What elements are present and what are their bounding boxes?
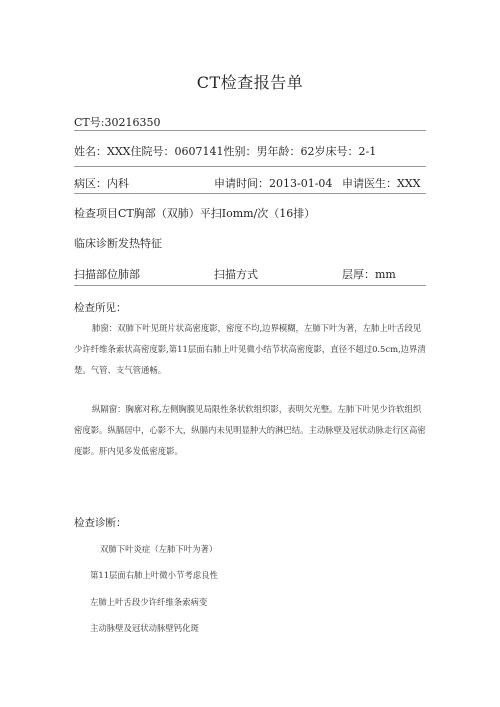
findings-mediastinum-text: 纵隔窗：胸廓对称,左侧胸膜见局限性条状软组织影，表明欠光整。左肺下叶见少许软组织密度影。纵膈居中，心影不大，纵膈内未见明显肿大的淋巴结。主动脉壁及冠状动脉走行区高密度影。肝内见多发低密度影。 [74, 404, 426, 456]
clinical-diagnosis: 临床诊断发热特征 [74, 237, 162, 250]
scan-method-field: 扫描方式 [214, 268, 258, 281]
ct-number: CT号:30216350 [74, 116, 161, 129]
divider [74, 166, 426, 167]
patient-info: 姓名：XXX住院号：0607141性别：男年龄：62岁床号：2-1 [74, 145, 377, 158]
slice-thickness-field: 层厚：mm [342, 268, 396, 281]
findings-paragraph-lung [74, 318, 426, 381]
diagnosis-item: 左肺上叶舌段少许纤维条索病变 [90, 597, 208, 607]
divider [74, 285, 426, 286]
exam-item: 检查项目CT胸部（双肺）平扫Iomm/次（16排） [74, 207, 316, 220]
ward-field: 病区：内科 [74, 177, 129, 190]
findings-heading: 检查所见： [74, 302, 127, 314]
request-doctor-field: 申请医生：XXX [342, 177, 421, 190]
scan-site-field: 扫描部位肺部 [74, 268, 140, 281]
divider [74, 193, 426, 194]
diagnosis-item: 第11层面右肺上叶微小节考虑良性 [90, 570, 218, 580]
divider [74, 130, 426, 131]
findings-paragraph-mediastinum [74, 399, 426, 462]
diagnosis-item: 双肺下叶炎症（左肺下叶为著） [100, 544, 218, 554]
diagnosis-item: 主动脉壁及冠状动脉壁钙化斑 [90, 623, 199, 633]
diagnosis-heading: 检查诊断： [74, 517, 127, 529]
report-title: CT检查报告单 [196, 73, 304, 92]
findings-lung-text: 肺窗：双肺下叶见斑片状高密度影，密度不均,边界模糊，左肺下叶为著，左肺上叶舌段见少许纤维条索状高密度影,第11层面右肺上叶见微小结节状高密度影，直径不超过0.5cm,边界清楚。气管、支气管通畅。 [74, 323, 426, 375]
request-time-field: 申请时间：2013-01-04 [214, 177, 333, 190]
